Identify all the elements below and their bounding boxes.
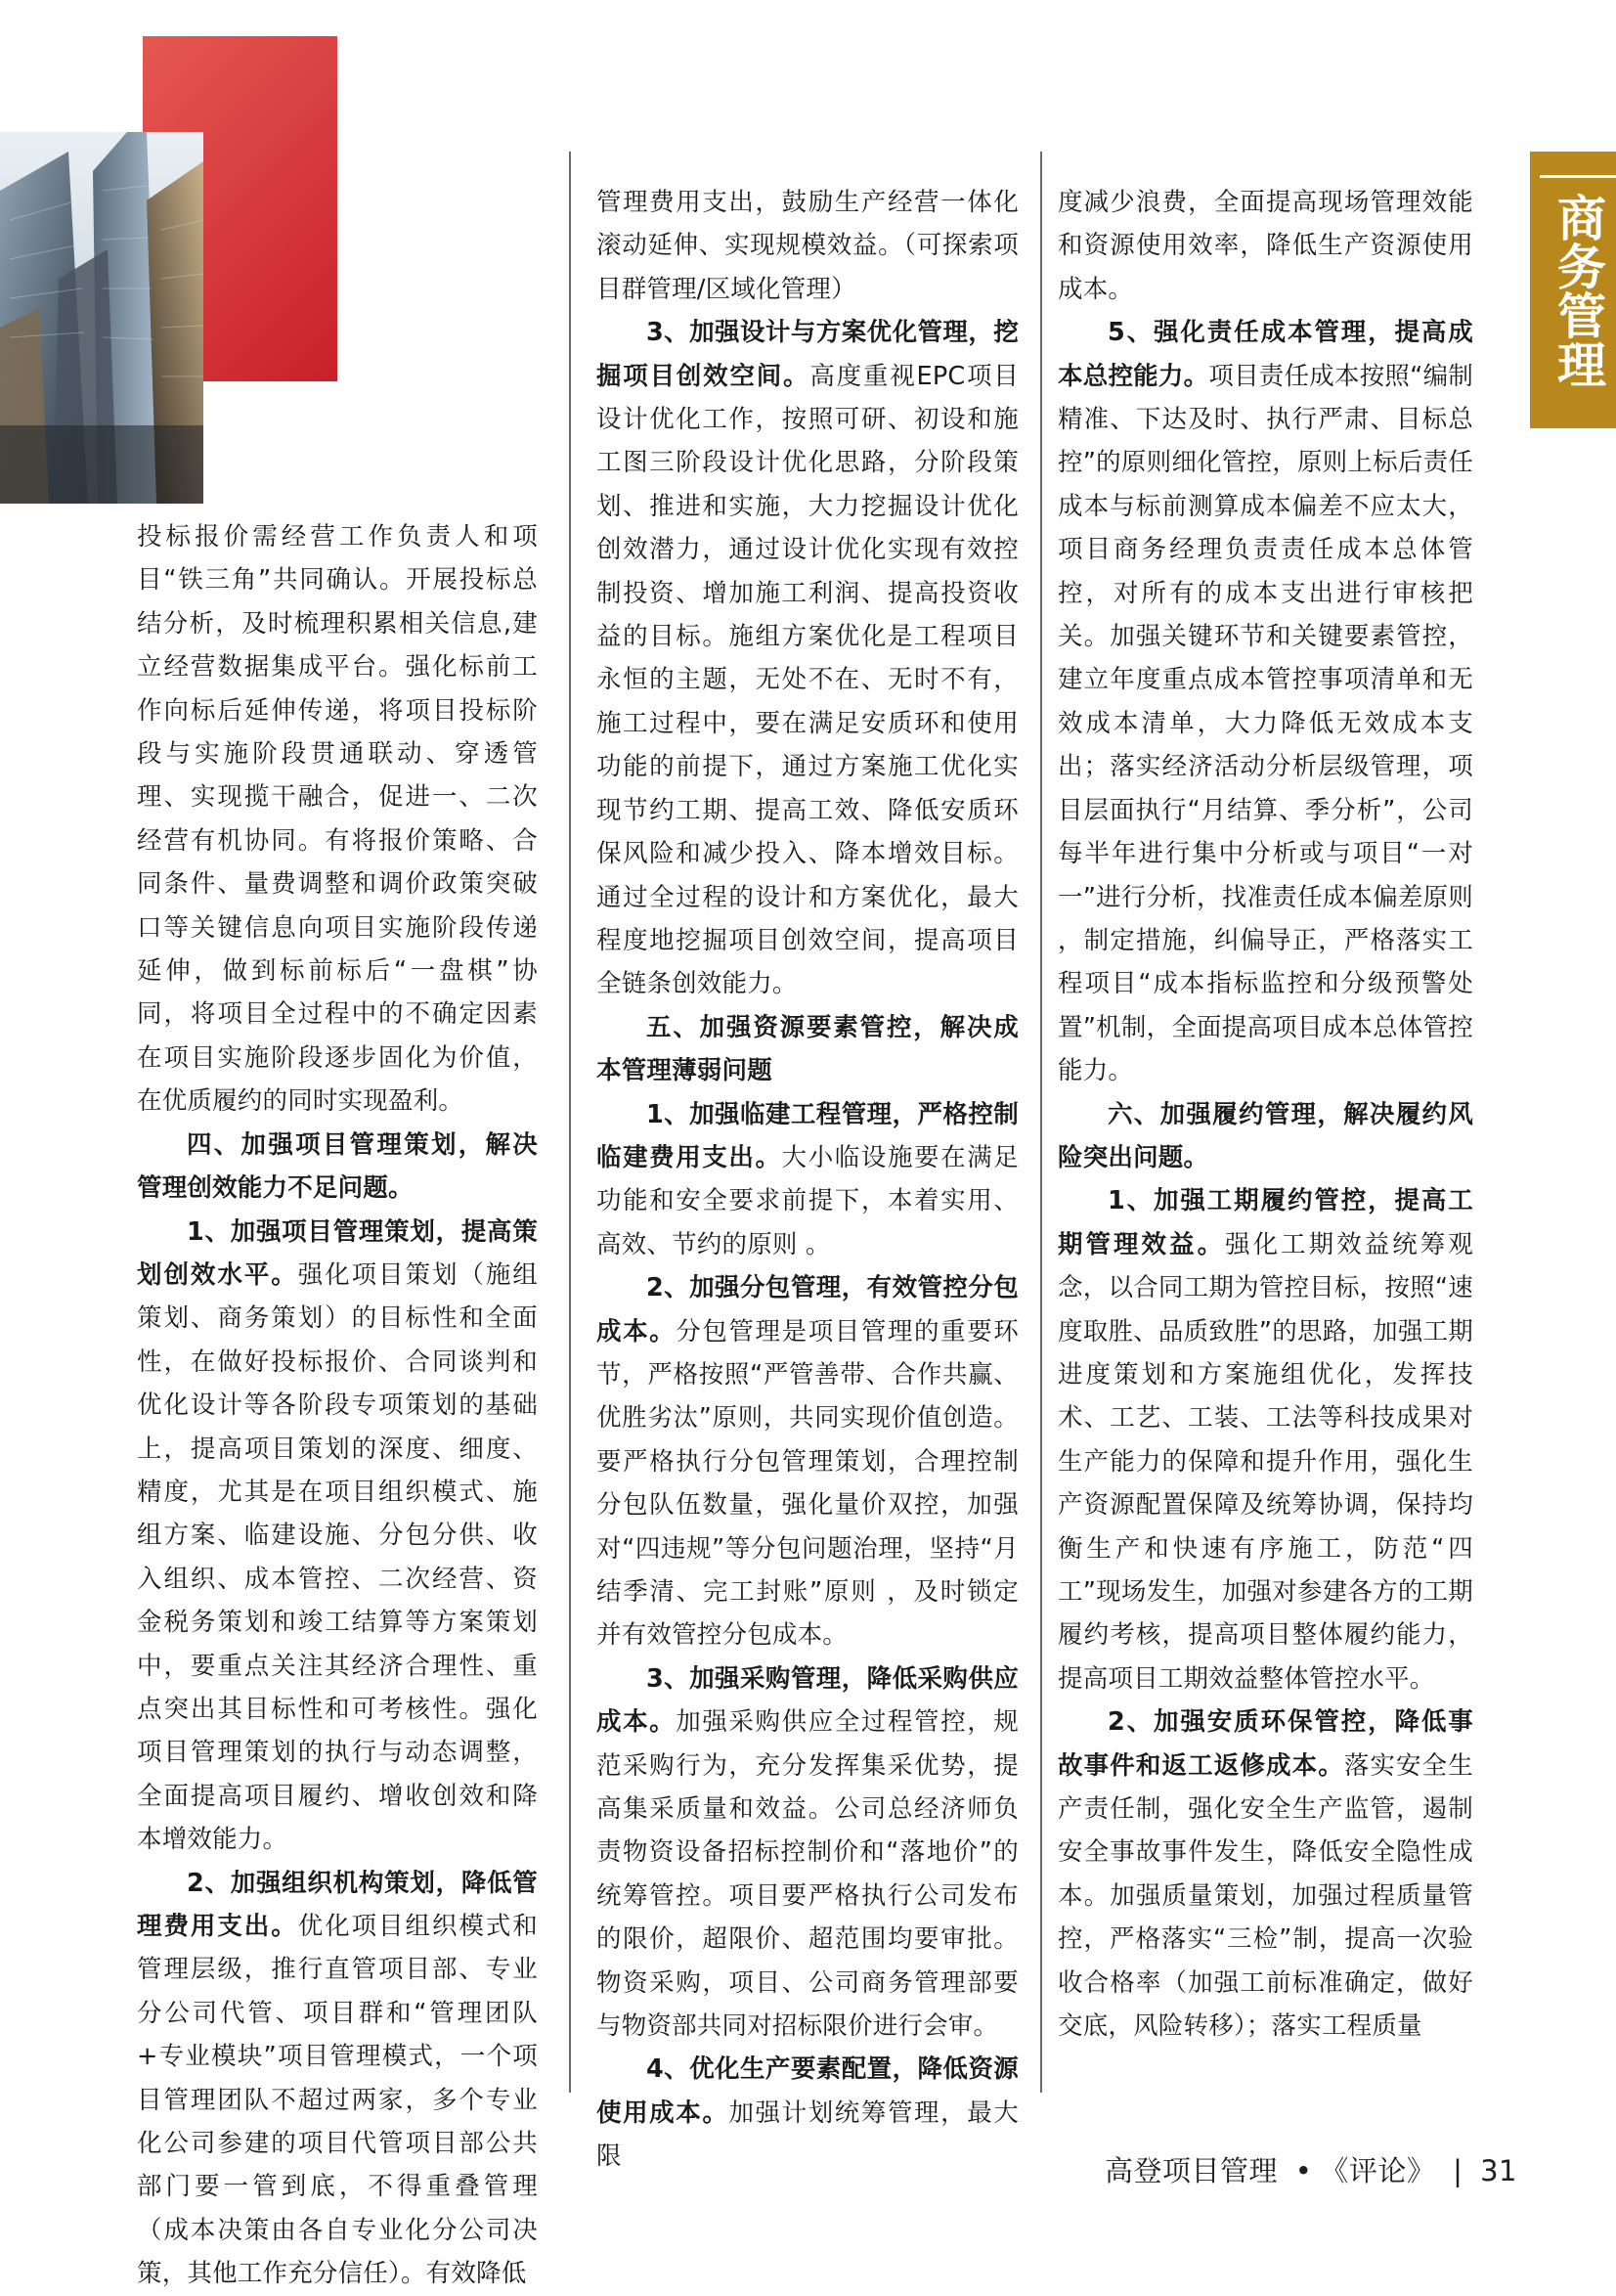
paragraph-text: 强化工期效益统筹观念，以合同工期为管控目标，按照“速度取胜、品质致胜”的思路，加强工期进度策划和方案施组优化，发挥技术、工艺、工装、工法等科技成果对生产能力的保障和提升作用，强化生产资源配置保障及统筹协调，保持均衡生产和快速有序施工，防范“四工”现场发生，加强对参建各方的工期履约考核，提高项目整体履约能力，提高项目工期效益整体管控水平。 bbox=[1058, 1229, 1473, 1694]
subheading: 2、加强组织机构策划，降低管理费用支出。 bbox=[137, 1868, 538, 1941]
paragraph bbox=[1058, 1700, 1473, 2048]
paragraph-text: 加强采购供应全过程管控，规范采购行为，充分发挥集采优势，提高集采质量和效益。公司总经济师负责物资设备招标控制价和“落地价”的统筹管控。项目要严格执行公司发布的限价，超限价、超范围均要审批。物资采购，项目、公司商务管理部要与物资部共同对招标限价进行会审。 bbox=[596, 1707, 1019, 2042]
section-tab-label: 商务管理 bbox=[1550, 193, 1606, 388]
paragraph bbox=[596, 1266, 1019, 1657]
paragraph: 度减少浪费，全面提高现场管理效能和资源使用效率，降低生产资源使用成本。 bbox=[1058, 188, 1473, 304]
subheading: 2、加强分包管理，有效管控分包成本。 bbox=[596, 1273, 1019, 1347]
paragraph-text: 大小临设施要在满足功能和安全要求前提下，本着实用、高效、节约的原则 。 bbox=[596, 1142, 1019, 1259]
paragraph: 投标报价需经营工作负责人和项目“铁三角”共同确认。开展投标总结分析，及时梳理积累相关信息,建立经营数据集成平台。强化标前工作向标后延伸传递，将项目投标阶段与实施阶段贯通联动、穿透管理、实现揽干融合，促进一、二次经营有机协同。有将报价策略、合同条件、量费调整和调价政策突破口等关键信息向项目实施阶段传递延伸，做到标前标后“一盘棋”协同，将项目全过程中的不确定因素在项目实施阶段逐步固化为价值，在优质履约的同时实现盈利。 bbox=[137, 522, 538, 1117]
paragraph bbox=[596, 2048, 1019, 2178]
paragraph bbox=[596, 311, 1019, 1006]
paragraph bbox=[1058, 1179, 1473, 1700]
paragraph: 管理费用支出，鼓励生产经营一体化滚动延伸、实现规模效益。（可探索项目群管理/区域化管理） bbox=[596, 188, 1019, 304]
paragraph bbox=[1058, 311, 1473, 1092]
paragraph bbox=[137, 1211, 538, 1862]
column-name: 《评论》 bbox=[1320, 2154, 1436, 2187]
subheading: 1、加强工期履约管控，提高工期管理效益。 bbox=[1058, 1186, 1473, 1259]
paragraph-text: 项目责任成本按照“编制精准、下达及时、执行严肃、目标总控”的原则细化管控，原则上标后责任成本与标前测算成本偏差不应太大，项目商务经理负责责任成本总体管控，对所有的成本支出进行审核把关。加强关键环节和关键要素管控，建立年度重点成本管控事项清单和无效成本清单，大力降低无效成本支出；落实经济活动分析层级管理，项目层面执行“月结算、季分析”，公司每半年进行集中分析或与项目“一对一”进行分析，找准责任成本偏差原则 ，制定措施，纠偏导正，严格落实工程项目“成本指标监控和分级预警处置”机制，全面提高项目成本总体管控能力。 bbox=[1058, 361, 1473, 1086]
section-heading-4: 四、加强项目管理策划，解决管理创效能力不足问题。 bbox=[137, 1129, 538, 1204]
text-column-1 bbox=[137, 515, 538, 2296]
subheading: 1、加强项目管理策划，提高策划创效水平。 bbox=[137, 1216, 538, 1290]
paragraph-text: 分包管理是项目管理的重要环节，严格按照“严管善带、合作共赢、优胜劣汰”原则，共同实现价值创造。要严格执行分包管理策划，合理控制分包队伍数量，强化量价双控，加强对“四违规”等分包问题治理，坚持“月结季清、完工封账”原则 ，及时锁定并有效管控分包成本。 bbox=[596, 1316, 1019, 1651]
section-heading-5: 五、加强资源要素管控，解决成本管理薄弱问题 bbox=[596, 1012, 1019, 1086]
page-number: 31 bbox=[1480, 2154, 1517, 2187]
paragraph bbox=[596, 1657, 1019, 2049]
paragraph-text: 加强计划统筹管理，最大限 bbox=[596, 2097, 1019, 2172]
subheading: 4、优化生产要素配置，降低资源使用成本。 bbox=[596, 2054, 1019, 2128]
subheading: 5、强化责任成本管理，提高成本总控能力。 bbox=[1058, 318, 1473, 391]
skyscraper-illustration bbox=[0, 132, 203, 504]
section-tab bbox=[1530, 152, 1616, 428]
footer-separator: | bbox=[1453, 2154, 1463, 2187]
text-column-2 bbox=[596, 181, 1019, 2179]
paragraph bbox=[137, 1862, 538, 2296]
text-column-3 bbox=[1058, 181, 1473, 2048]
column-divider bbox=[1040, 152, 1042, 2093]
skyscraper-photo bbox=[0, 132, 203, 504]
paragraph-text: 强化项目策划（施组策划、商务策划）的目标性和全面性，在做好投标报价、合同谈判和优化设计等各阶段专项策划的基础上，提高项目策划的深度、细度、精度，尤其是在项目组织模式、施组方案、临建设施、分包分供、收入组织、成本管控、二次经营、资金税务策划和竣工结算等方案策划中，要重点关注其经济合理性、重点突出其目标性和可考核性。强化项目管理策划的执行与动态调整，全面提高项目履约、增收创效和降本增效能力。 bbox=[137, 1259, 538, 1855]
subheading: 2、加强安质环保管控，降低事故事件和返工返修成本。 bbox=[1058, 1707, 1473, 1781]
subheading: 3、加强采购管理，降低采购供应成本。 bbox=[596, 1663, 1019, 1738]
paragraph-text: 优化项目组织模式和管理层级，推行直管项目部、专业分公司代管、项目群和“管理团队+专业模块”项目管理模式，一个项目管理团队不超过两家，多个专业化公司参建的项目代管项目部公共部门要一管到底，不得重叠管理（成本决策由各自专业化分公司决策，其他工作充分信任）。有效降低 bbox=[137, 1912, 538, 2289]
subheading: 3、加强设计与方案优化管理，挖掘项目创效空间。 bbox=[596, 318, 1019, 391]
section-heading-6: 六、加强履约管理，解决履约风险突出问题。 bbox=[1058, 1099, 1473, 1172]
paragraph bbox=[596, 1093, 1019, 1267]
publication-name: 高登项目管理 bbox=[1105, 2154, 1279, 2187]
footer-bullet: • bbox=[1294, 2154, 1313, 2187]
paragraph-text: 高度重视EPC项目设计优化工作，按照可研、初设和施工图三阶段设计优化思路，分阶段策划、推进和实施，大力挖掘设计优化创效潜力，通过设计优化实现有效控制投资、增加施工利润、提高投资收益的目标。施组方案优化是工程项目永恒的主题，无处不在、无时不有，施工过程中，要在满足安质环和使用功能的前提下，通过方案施工优化实现节约工期、提高工效、降低安质环保风险和减少投入、降本增效目标。通过全过程的设计和方案优化，最大程度地挖掘项目创效空间，提高项目全链条创效能力。 bbox=[596, 361, 1019, 999]
page-footer bbox=[1105, 2149, 1517, 2189]
subheading: 1、加强临建工程管理，严格控制临建费用支出。 bbox=[596, 1099, 1019, 1172]
paragraph-text: 落实安全生产责任制，强化安全生产监管，遏制安全事故事件发生，降低安全隐性成本。加强质量策划，加强过程质量管控，严格落实“三检”制，提高一次验收合格率（加强工前标准确定，做好交底，风险转移）；落实工程质量 bbox=[1058, 1750, 1473, 2042]
column-divider bbox=[569, 152, 571, 2093]
